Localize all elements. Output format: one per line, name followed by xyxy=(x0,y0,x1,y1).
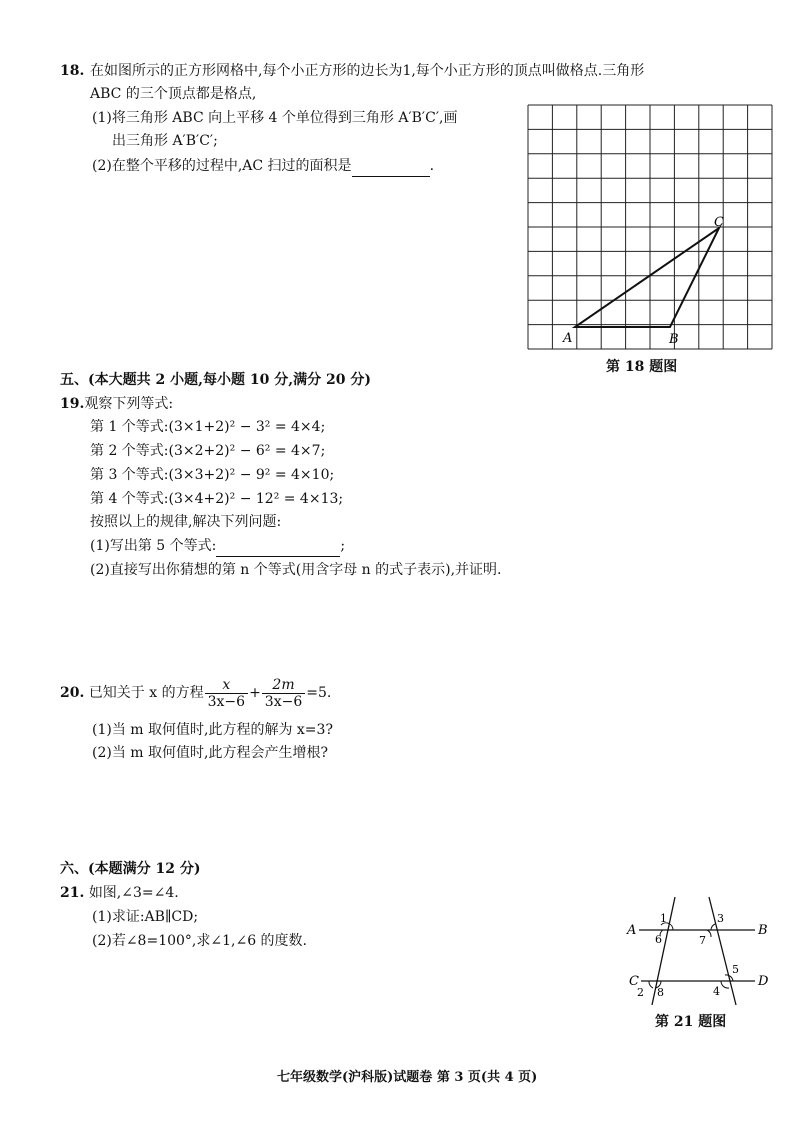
angle-label-8: 8 xyxy=(657,986,664,999)
arc-7 xyxy=(707,930,711,937)
triangle-abc xyxy=(575,228,719,327)
label-c: C xyxy=(629,974,639,989)
arc-3 xyxy=(711,924,715,930)
q20-stem xyxy=(60,675,331,711)
q20-frac1-denominator: 3x−6 xyxy=(207,693,246,710)
q18-line2: ABC 的三个顶点都是格点, xyxy=(90,86,257,102)
q19-intro-text: 观察下列等式: xyxy=(84,396,174,412)
label-b: B xyxy=(758,923,768,938)
section-6-heading: 六、(本题满分 12 分) xyxy=(60,861,201,877)
q20-part2: (2)当 m 取何值时,此方程会产生增根? xyxy=(92,745,328,761)
q19-part2: (2)直接写出你猜想的第 n 个等式(用含字母 n 的式子表示),并证明. xyxy=(90,562,502,578)
q20-frac1-numerator: x xyxy=(205,677,248,694)
q19-eq4: 第 4 个等式:(3×4+2)² − 12² = 4×13; xyxy=(90,491,344,507)
q21-intro xyxy=(60,882,179,904)
q18-part2-end: . xyxy=(429,158,435,174)
q18-answer-blank xyxy=(352,160,430,177)
q19-intro xyxy=(60,393,173,415)
q18-number: 18. xyxy=(60,63,85,79)
label-b: B xyxy=(669,332,679,347)
label-c: C xyxy=(714,215,724,230)
q20-part1: (1)当 m 取何值时,此方程的解为 x=3? xyxy=(92,722,333,738)
q18-caption: 第 18 题图 xyxy=(606,359,678,375)
label-d: D xyxy=(758,974,769,989)
q18-line1: 在如图所示的正方形网格中,每个小正方形的边长为1,每个小正方形的顶点叫做格点.三角形 xyxy=(90,63,645,79)
q21-caption: 第 21 题图 xyxy=(655,1014,727,1030)
q20-frac2-denominator: 3x−6 xyxy=(264,693,303,710)
q20-fraction-1 xyxy=(205,677,248,710)
angle-label-1: 1 xyxy=(660,912,667,925)
label-a: A xyxy=(563,331,573,346)
q18-part2-text: (2)在整个平移的过程中,AC 扫过的面积是 xyxy=(92,158,352,174)
q20-plus: + xyxy=(249,685,261,701)
q19-part1-text: (1)写出第 5 个等式: xyxy=(90,538,217,554)
q21-intro-text: 如图,∠3=∠4. xyxy=(88,885,179,901)
angle-label-5: 5 xyxy=(732,963,739,976)
page-footer: 七年级数学(沪科版)试题卷 第 3 页(共 4 页) xyxy=(277,1070,538,1085)
q19-eq1: 第 1 个等式:(3×1+2)² − 3² = 4×4; xyxy=(90,419,326,435)
label-a: A xyxy=(627,923,637,938)
section-5-heading: 五、(本大题共 2 小题,每小题 10 分,满分 20 分) xyxy=(60,372,371,388)
q18-grid-figure xyxy=(527,104,777,358)
q20-frac2-numerator: 2m xyxy=(262,677,305,694)
q21-part2: (2)若∠8=100°,求∠1,∠6 的度数. xyxy=(92,933,307,949)
q20-number: 20. xyxy=(60,685,85,701)
q19-eq3: 第 3 个等式:(3×3+2)² − 9² = 4×10; xyxy=(90,467,335,483)
q19-eq2: 第 2 个等式:(3×2+2)² − 6² = 4×7; xyxy=(90,443,326,459)
angle-label-2: 2 xyxy=(637,986,644,999)
q19-rule: 按照以上的规律,解决下列问题: xyxy=(90,514,282,530)
q19-answer-blank xyxy=(216,540,340,557)
q19-part1 xyxy=(90,535,345,557)
angle-label-3: 3 xyxy=(717,912,724,925)
q18-part2 xyxy=(92,155,434,177)
q21-figure xyxy=(625,895,775,1010)
q21-part1: (1)求证:AB∥CD; xyxy=(92,909,199,925)
arc-2 xyxy=(649,981,653,988)
q20-pre: 已知关于 x 的方程 xyxy=(88,685,204,701)
q21-number: 21. xyxy=(60,885,85,901)
q19-part1-end: ; xyxy=(340,538,346,554)
q19-number: 19. xyxy=(60,396,85,412)
angle-label-4: 4 xyxy=(713,985,720,998)
q20-fraction-2 xyxy=(262,677,305,710)
q18-part1-line1: (1)将三角形 ABC 向上平移 4 个单位得到三角形 A′B′C′,画 xyxy=(92,110,458,126)
arc-4 xyxy=(721,981,729,988)
angle-label-7: 7 xyxy=(699,934,706,947)
q20-post: =5. xyxy=(306,685,332,701)
angle-label-6: 6 xyxy=(655,933,662,946)
q18-part1-line2: 出三角形 A′B′C′; xyxy=(112,133,218,149)
